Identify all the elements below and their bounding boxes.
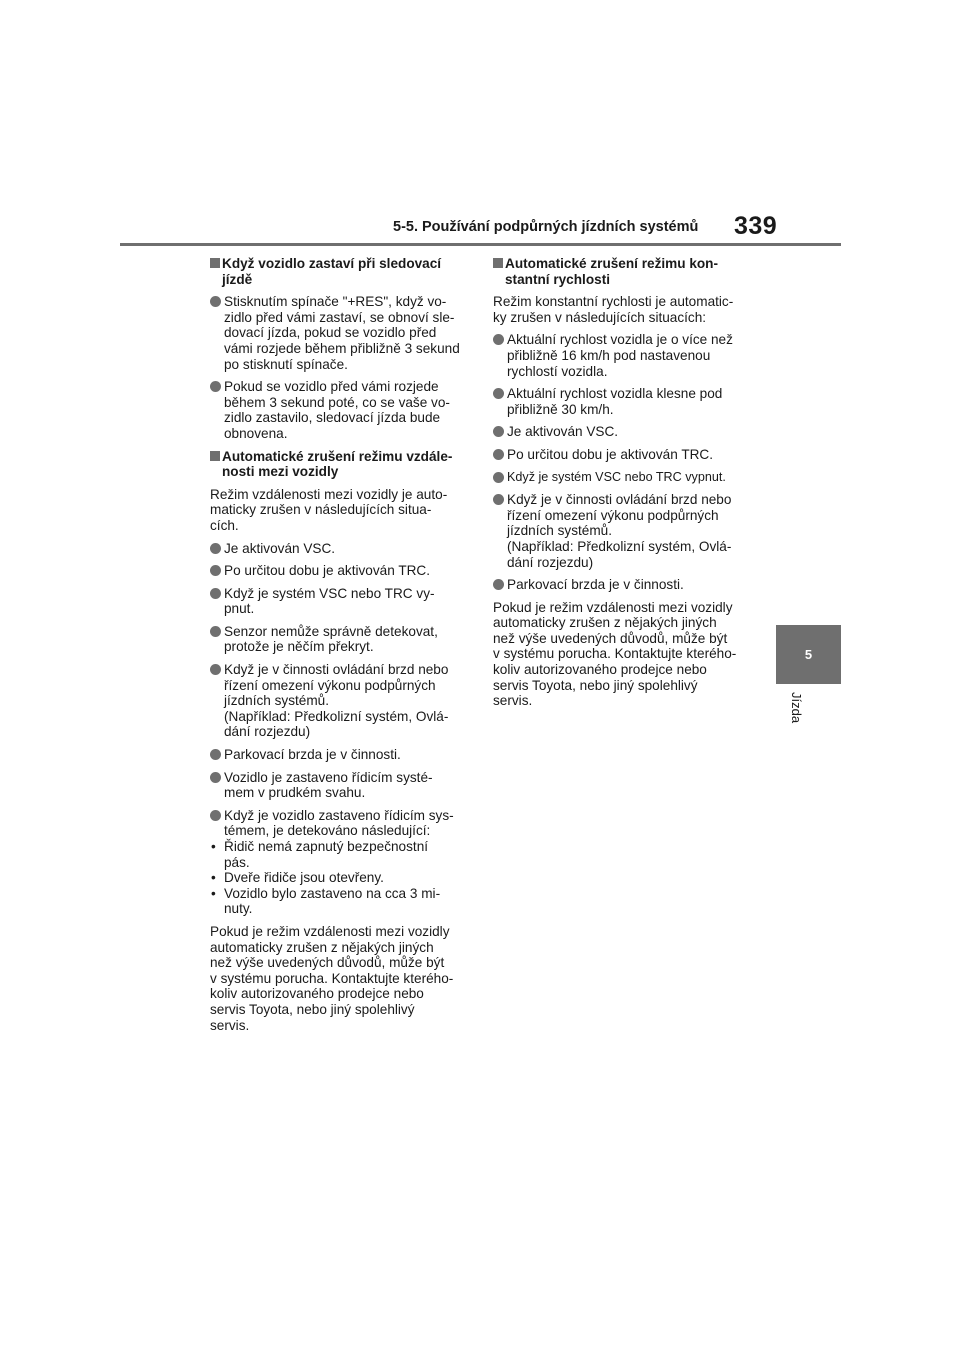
text-line: Dveře řidiče jsou otevřeny. [224,870,384,886]
text-line: Pokud se vozidlo před vámi rozjede [224,379,439,395]
text-line: nosti mezi vozidly [222,464,339,480]
round-bullet-icon [210,588,221,599]
text-line: stantní rychlosti [505,271,610,287]
text-line: Automatické zrušení režimu vzdále- [222,448,453,464]
list-item [210,662,468,740]
round-bullet-icon [210,565,221,576]
list-item [493,492,751,570]
list-item [210,563,468,579]
list-item [210,808,468,839]
text-line: v systému porucha. Kontaktujte kterého- [210,970,454,986]
list-item [493,447,751,463]
round-bullet-icon [210,772,221,783]
text-line: protože je něčím překryt. [224,639,374,655]
left-column [210,256,468,1040]
chapter-label: Jízda [789,692,804,724]
text-line: než výše uvedených důvodů, může být [493,630,728,646]
text-line: servis. [493,693,533,709]
chapter-number: 5 [804,647,813,662]
text-line: automaticky zrušen z nějakých jiných [493,615,717,631]
text-line: servis. [210,1017,250,1033]
paragraph [210,487,468,534]
section-heading [210,449,468,480]
text-line: Automatické zrušení režimu kon- [505,256,719,271]
text-line: nuty. [224,901,253,917]
round-bullet-icon [493,388,504,399]
text-line: Aktuální rychlost vozidla klesne pod [507,386,723,402]
text-line: zidlo před vámi zastaví, se obnoví sle- [224,309,455,325]
text-line: během 3 sekund poté, co se vaše vo- [224,394,450,410]
text-line: Pokud je režim vzdálenosti mezi vozidly [493,599,733,615]
text-line: Vozidlo bylo zastaveno na cca 3 mi- [224,885,441,901]
text-line: cích. [210,517,239,533]
round-bullet-icon [210,381,221,392]
text-line: ky zrušen v následujících situacích: [493,309,707,325]
text-line: pás. [224,854,250,870]
round-bullet-icon [493,472,504,483]
list-item [493,332,751,379]
section-heading [493,256,751,287]
list-item [493,386,751,417]
text-line: po stisknutí spínače. [224,356,348,372]
text-line: Režim konstantní rychlosti je automatic- [493,294,734,310]
text-line: Po určitou dobu je aktivován TRC. [507,446,714,462]
list-item [210,747,468,763]
text-line: pnut. [224,601,255,617]
text-line: rychlostí vozidla. [507,363,608,379]
round-bullet-icon [493,426,504,437]
text-line: Je aktivován VSC. [224,540,336,556]
text-line: Když je v činnosti ovládání brzd nebo [507,492,732,508]
header-divider [120,243,841,246]
text-line: (Například: Předkolizní systém, Ovlá- [507,538,732,554]
page-number: 339 [734,212,778,240]
sub-bullet-mark: • [211,885,216,901]
text-line: koliv autorizovaného prodejce nebo [493,662,707,678]
section-heading [210,256,468,287]
text-line: dání rozjezdu) [224,724,311,740]
text-line: servis Toyota, nebo jiný spolehlivý [493,677,698,693]
text-line: automaticky zrušen z nějakých jiných [210,939,434,955]
text-line: Pokud je režim vzdálenosti mezi vozidly [210,923,450,939]
list-item [210,586,468,617]
list-item [210,294,468,372]
round-bullet-icon [210,296,221,307]
chapter-tab [776,625,841,684]
text-line: Když vozidlo zastaví při sledovací [222,256,442,271]
sub-bullet-mark: • [211,870,216,886]
square-bullet-icon [493,258,503,268]
list-item [210,770,468,801]
round-bullet-icon [493,494,504,505]
text-line: Parkovací brzda je v činnosti. [224,747,401,763]
round-bullet-icon [210,810,221,821]
text-line: zidlo zastavilo, sledovací jízda bude [224,410,441,426]
paragraph [493,294,751,325]
list-item [210,541,468,557]
text-line: jízdě [222,271,253,287]
text-line: jízdních systémů. [224,693,330,709]
text-line: přibližně 30 km/h. [507,401,614,417]
text-line: řízení omezení výkonu podpůrných [507,507,719,523]
square-bullet-icon [210,258,220,268]
round-bullet-icon [210,626,221,637]
text-line: Řidič nemá zapnutý bezpečnostní [224,839,429,854]
text-line: servis Toyota, nebo jiný spolehlivý [210,1001,415,1017]
list-item [210,624,468,655]
text-line: koliv autorizovaného prodejce nebo [210,986,424,1002]
text-line: Parkovací brzda je v činnosti. [507,577,684,593]
text-line: Když je systém VSC nebo TRC vypnut. [507,469,726,484]
round-bullet-icon [210,543,221,554]
text-line: v systému porucha. Kontaktujte kterého- [493,646,737,662]
list-item [210,379,468,441]
sub-list-item [210,870,468,886]
sub-bullet-mark: • [211,839,216,854]
text-line: Když je systém VSC nebo TRC vy- [224,585,435,601]
text-line: přibližně 16 km/h pod nastavenou [507,347,711,363]
list-item [493,470,751,486]
text-line: (Například: Předkolizní systém, Ovlá- [224,708,449,724]
text-line: obnovena. [224,425,288,441]
round-bullet-icon [493,334,504,345]
text-line: dovací jízda, pokud se vozidlo před [224,325,437,341]
text-line: Senzor nemůže správně detekovat, [224,623,438,639]
right-column [493,256,751,716]
list-item [493,424,751,440]
list-item [493,577,751,593]
text-line: témem, je detekováno následující: [224,823,431,839]
sub-list-item [210,839,468,870]
text-line: Režim vzdálenosti mezi vozidly je auto- [210,486,448,502]
round-bullet-icon [493,579,504,590]
text-line: Vozidlo je zastaveno řídicím systé- [224,769,433,785]
text-line: než výše uvedených důvodů, může být [210,955,445,971]
text-line: Po určitou dobu je aktivován TRC. [224,563,431,579]
text-line: mem v prudkém svahu. [224,785,366,801]
round-bullet-icon [493,449,504,460]
sub-list-item [210,886,468,917]
square-bullet-icon [210,451,220,461]
text-line: řízení omezení výkonu podpůrných [224,677,436,693]
text-line: Je aktivován VSC. [507,424,619,440]
paragraph [493,600,751,709]
text-line: dání rozjezdu) [507,554,594,570]
section-title: 5-5. Používání podpůrných jízdních systémů [393,219,699,235]
text-line: maticky zrušen v následujících situa- [210,502,432,518]
text-line: Když je vozidlo zastaveno řídicím sys- [224,807,454,823]
round-bullet-icon [210,749,221,760]
round-bullet-icon [210,664,221,675]
text-line: vámi rozjede během přibližně 3 sekund [224,340,460,356]
text-line: Stisknutím spínače "+RES", když vo- [224,294,447,310]
text-line: Když je v činnosti ovládání brzd nebo [224,662,449,678]
text-line: Aktuální rychlost vozidla je o více než [507,332,733,348]
paragraph [210,924,468,1033]
text-line: jízdních systémů. [507,523,613,539]
